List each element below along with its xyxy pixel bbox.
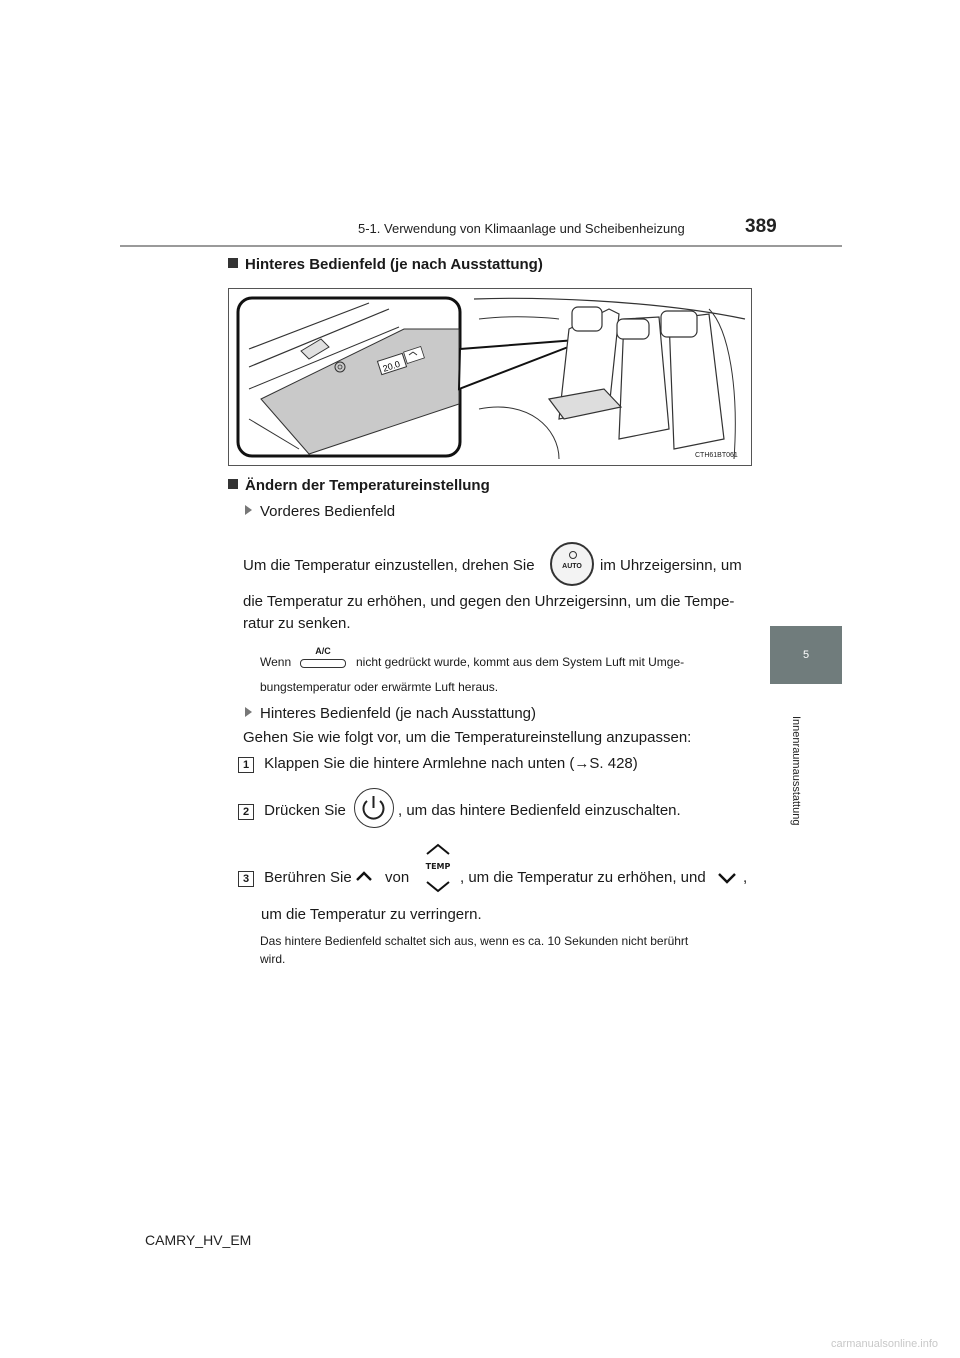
step-2-text-b: , um das hintere Bedienfeld einzuschalten. [398,802,681,819]
rear-panel-figure [228,288,752,466]
rear-panel-label: Hinteres Bedienfeld (je nach Ausstattung) [245,704,536,724]
section-title: 5-1. Verwendung von Klimaanlage und Scheibenheizung [358,221,685,236]
step-3: 3 Berühren Sie [238,868,352,888]
rear-panel-heading: Hinteres Bedienfeld (je nach Ausstattung) [228,256,543,273]
ac-button-icon [300,646,346,670]
front-text-c: die Temperatur zu erhöhen, und gegen den Uhrzeigersinn, um die Tempe- [243,593,735,610]
chevron-up-icon [355,870,373,882]
step-3-text-e: um die Temperatur zu verringern. [261,906,482,923]
front-text-a: Um die Temperatur einzustellen, drehen Sie [243,557,535,574]
auto-knob-label: AUTO [562,563,582,570]
rear-note-b: wird. [260,952,286,966]
temp-control-icon [423,842,453,894]
auto-knob-icon [550,542,594,586]
chapter-title: Innenraumausstattung [790,716,802,826]
step-number: 1 [238,757,254,773]
front-panel-label: Vorderes Bedienfeld [245,502,395,522]
chapter-number: 5 [802,649,810,661]
step-number: 3 [238,871,254,887]
ac-button-label: A/C [315,646,331,656]
temp-up-chevron-icon [423,842,453,856]
front-text-b: im Uhrzeigersinn, um [600,557,742,574]
chevron-down-icon [717,872,737,884]
square-bullet-icon [228,258,238,268]
front-note-c: bungstemperatur oder erwärmte Luft heraus. [260,680,499,694]
step-1: 1 Klappen Sie die hintere Armlehne nach unten (→S. 428) [238,754,638,774]
temp-label: TEMP [425,862,451,871]
rear-note-a: Das hintere Bedienfeld schaltet sich aus, wenn es ca. 10 Sekunden nicht berührt [260,934,689,948]
front-text-d: ratur zu senken. [243,615,351,632]
power-button-icon [354,788,394,828]
header-divider [120,245,842,247]
chapter-tab [770,626,842,684]
temp-down-chevron-icon [423,880,453,894]
triangle-bullet-icon [245,707,252,717]
page-number: 389 [745,216,777,237]
step-2: 2 Drücken Sie [238,801,346,821]
front-note-a: Wenn [260,655,292,669]
figure-code: CTH61BT061 [695,452,738,459]
power-symbol [355,789,392,826]
front-note-b: nicht gedrückt wurde, kommt aus dem System Luft mit Umge- [356,655,685,669]
square-bullet-icon [228,479,238,489]
step-3-text-b: von [385,869,410,886]
model-code: CAMRY_HV_EM [145,1232,252,1248]
ac-button-shape [300,659,346,668]
step-3-text-c: , um die Temperatur zu erhöhen, und [460,869,706,886]
arrow-icon: → [574,755,590,772]
panel-display-value: 20.0 [381,358,402,374]
watermark: carmanualsonline.info [830,1338,938,1350]
rear-intro: Gehen Sie wie folgt vor, um die Temperatureinstellung anzupassen: [243,729,692,746]
chapter-side-label [786,700,806,840]
knob-indicator [569,551,577,559]
triangle-bullet-icon [245,505,252,515]
step-3-text-d: , [743,869,748,886]
step-number: 2 [238,804,254,820]
temp-heading: Ändern der Temperatureinstellung [228,477,490,494]
car-interior-illustration [229,289,751,465]
